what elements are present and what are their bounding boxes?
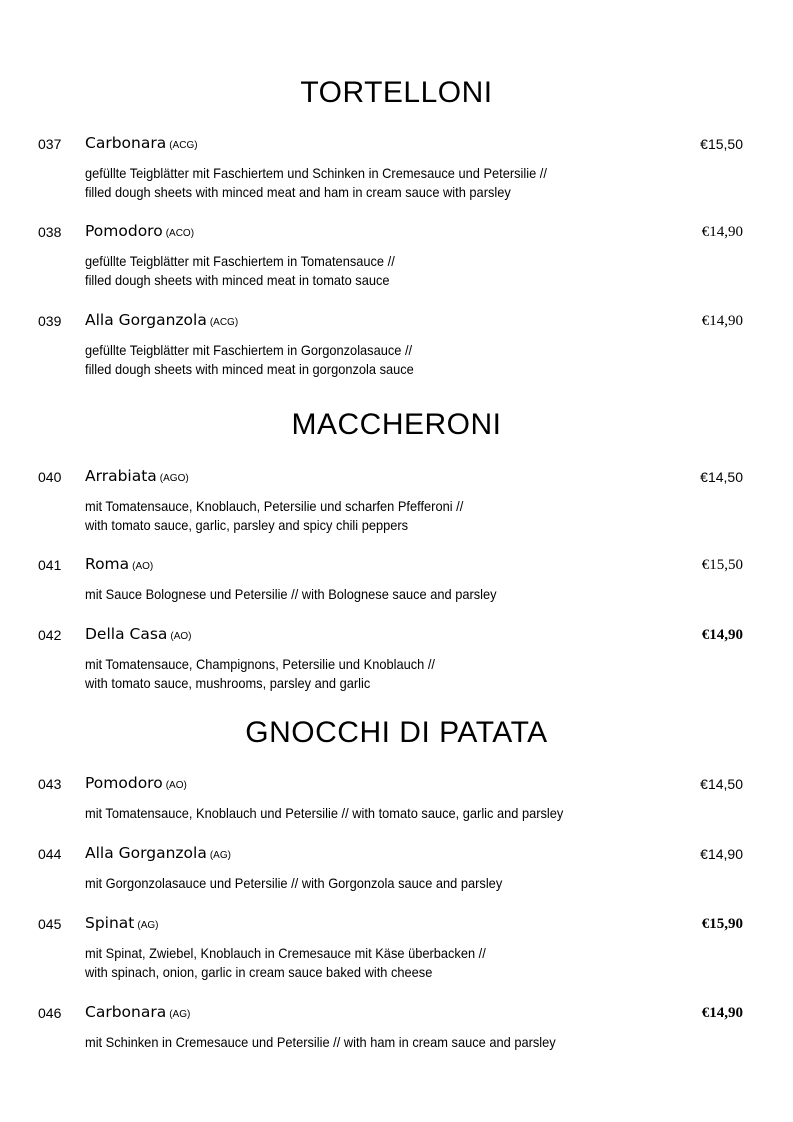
item-description [85,497,463,535]
item-allergens: (AO) [165,780,187,791]
item-price: €14,50 [700,469,743,485]
item-price: €14,90 [701,1005,743,1021]
item-description [85,341,414,379]
item-name: Roma [85,555,130,573]
item-description [85,252,395,290]
item-number: 039 [38,313,62,329]
description-english: filled dough sheets with minced meat in gorgonzola sauce [85,362,414,377]
item-price: €15,50 [700,136,743,152]
item-price: €14,90 [700,846,743,862]
item-allergens: (ACO) [165,228,195,239]
item-number: 044 [38,846,62,862]
item-allergens: (ACG) [209,317,239,328]
item-number: 037 [38,136,62,152]
item-number: 040 [38,469,62,485]
item-number: 045 [38,916,62,932]
description-english: filled dough sheets with minced meat in tomato sauce [85,273,390,288]
description-german: gefüllte Teigblätter mit Faschiertem in Tomatensauce // [85,254,395,269]
item-name: Della Casa [85,625,168,643]
item-price: €14,90 [701,313,743,329]
description-german: mit Tomatensauce, Champignons, Petersilie und Knoblauch // [85,657,435,672]
item-name: Arrabiata [85,467,157,485]
description-german: mit Sauce Bolognese und Petersilie // with Bolognese sauce and parsley [85,587,497,602]
item-description [85,655,435,693]
item-number: 043 [38,776,62,792]
item-number: 038 [38,224,62,240]
description-german: mit Tomatensauce, Knoblauch und Petersilie // with tomato sauce, garlic and parsley [85,806,564,821]
item-number: 046 [38,1005,62,1021]
item-name: Carbonara [85,134,167,152]
description-german: gefüllte Teigblätter mit Faschiertem in Gorgonzolasauce // [85,343,413,358]
item-price: €14,50 [700,776,743,792]
item-allergens: (AG) [169,1009,191,1020]
description-english: filled dough sheets with minced meat and ham in cream sauce with parsley [85,185,511,200]
description-german: mit Gorgonzolasauce und Petersilie // with Gorgonzola sauce and parsley [85,876,503,891]
item-description [85,1033,556,1052]
item-name: Alla Gorganzola [85,844,207,862]
item-allergens: (AGO) [159,473,189,484]
item-description [85,585,497,604]
item-price: €14,90 [701,627,743,643]
description-german: mit Spinat, Zwiebel, Knoblauch in Cremesauce mit Käse überbacken // [85,946,486,961]
item-name: Pomodoro [85,222,163,240]
item-price: €15,90 [701,916,743,932]
item-name: Pomodoro [85,774,163,792]
item-allergens: (AG) [209,850,231,861]
description-english: with tomato sauce, garlic, parsley and spicy chili peppers [85,518,409,533]
description-german: gefüllte Teigblätter mit Faschiertem und Schinken in Cremesauce und Petersilie // [85,166,547,181]
item-price: €15,50 [701,557,743,573]
section-title-tortelloni: TORTELLONI [300,76,493,109]
item-allergens: (AO) [170,631,192,642]
item-allergens: (AO) [132,561,154,572]
section-title-gnocchi: GNOCCHI DI PATATA [245,716,548,749]
description-german: mit Tomatensauce, Knoblauch, Petersilie und scharfen Pfefferoni // [85,499,464,514]
description-german: mit Schinken in Cremesauce und Petersilie // with ham in cream sauce and parsley [85,1035,556,1050]
description-english: with spinach, onion, garlic in cream sauce baked with cheese [85,965,433,980]
item-description [85,944,486,982]
item-description [85,164,547,202]
item-price: €14,90 [701,224,743,240]
item-description [85,874,502,893]
item-allergens: (AG) [137,920,159,931]
description-english: with tomato sauce, mushrooms, parsley and garlic [85,676,371,691]
item-number: 042 [38,627,62,643]
item-allergens: (ACG) [169,140,198,151]
item-name: Alla Gorganzola [85,311,207,329]
item-name: Spinat [85,914,135,932]
section-title-maccheroni: MACCHERONI [291,408,502,441]
item-description [85,804,563,823]
item-number: 041 [38,557,62,573]
item-name: Carbonara [85,1003,167,1021]
